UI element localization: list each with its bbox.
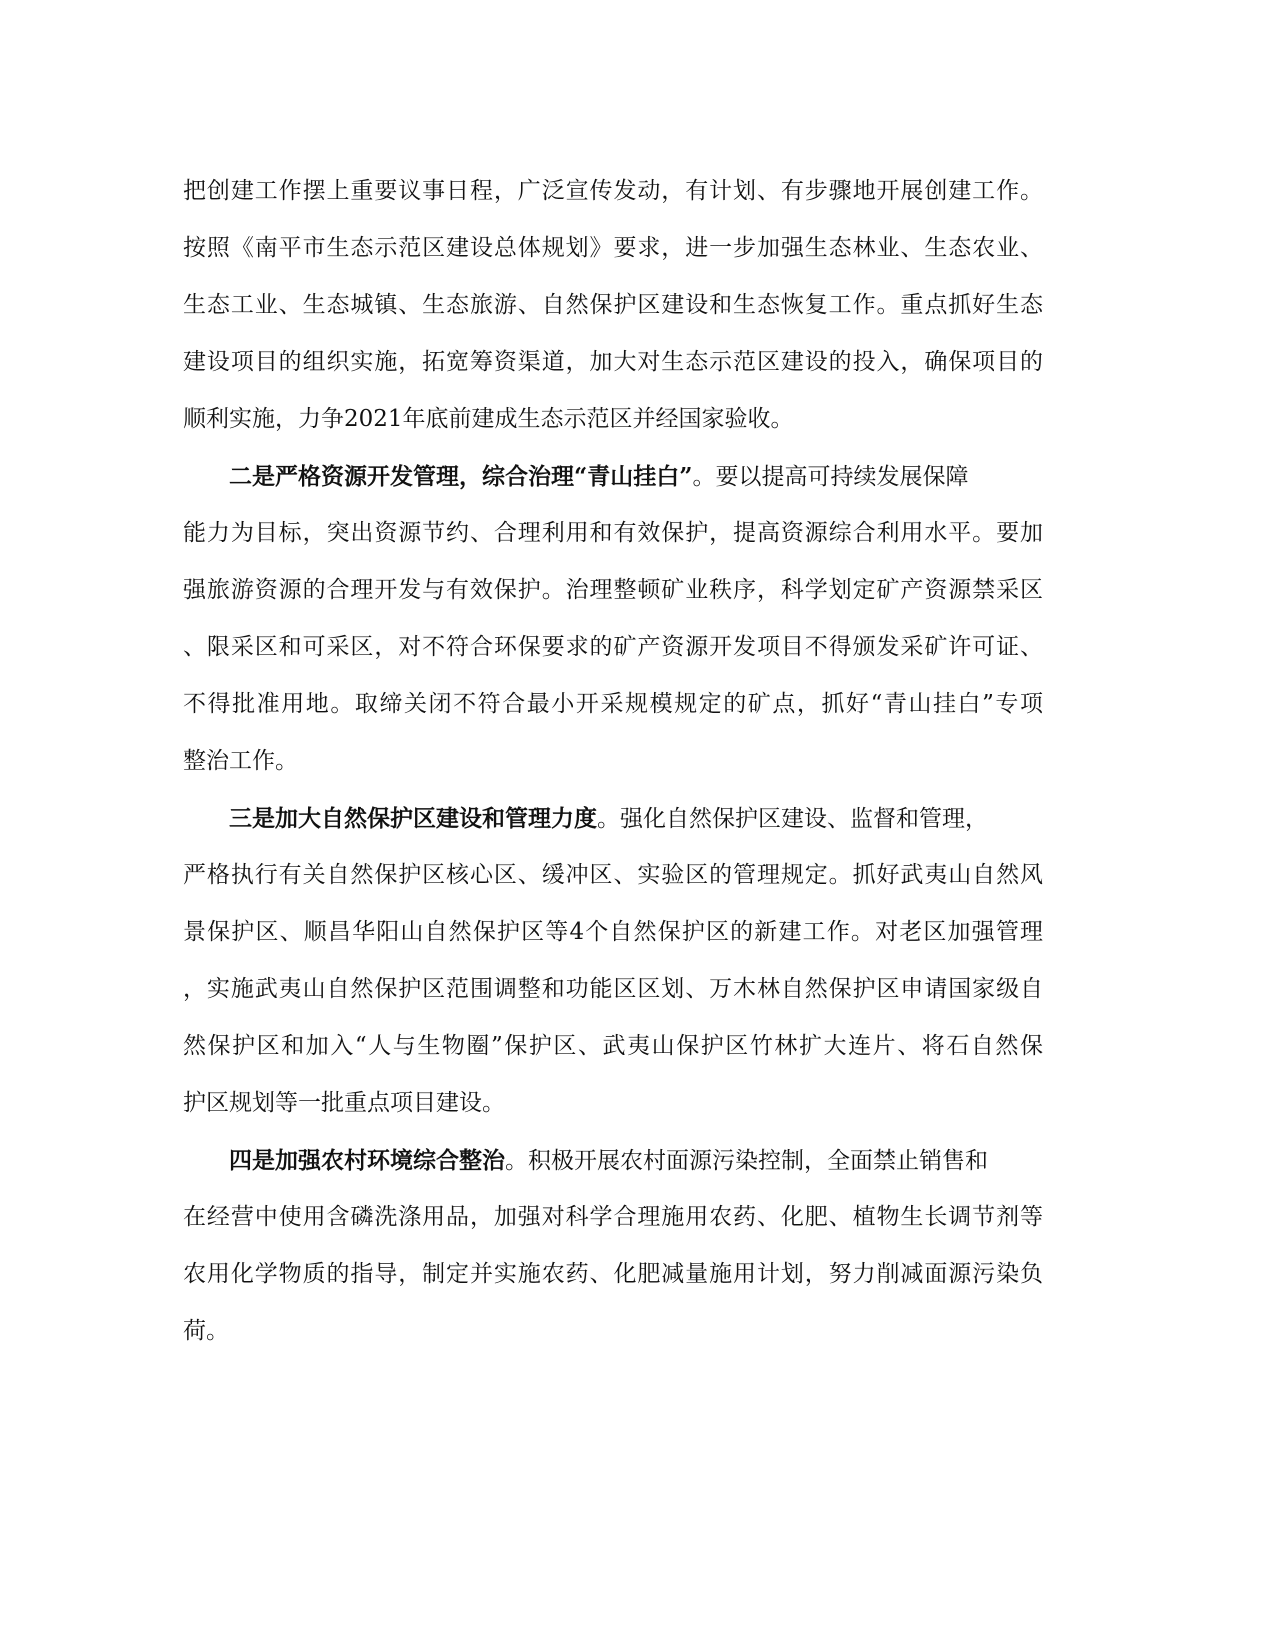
paragraph-line: 农用化学物质的指导，制定并实施农药、化肥减量施用计划，努力削减面源污染负 xyxy=(183,1261,1043,1287)
paragraph-text: 。积极开展农村面源污染控制，全面禁止销售和 xyxy=(505,1148,988,1174)
paragraph-4 xyxy=(183,1132,1043,1360)
paragraph-line: 整治工作。 xyxy=(183,748,298,774)
paragraph-text: 。要以提高可持续发展保障 xyxy=(692,464,969,490)
paragraph-line: 、限采区和可采区，对不符合环保要求的矿产资源开发项目不得颁发采矿许可证、 xyxy=(183,634,1043,660)
paragraph-heading: 四是加强农村环境综合整治 xyxy=(229,1147,505,1174)
paragraph-line: 不得批准用地。取缔关闭不符合最小开采规模规定的矿点，抓好“青山挂白”专项 xyxy=(183,691,1043,717)
paragraph-first-line xyxy=(183,790,1043,847)
paragraph-2 xyxy=(183,448,1043,790)
paragraph-line: 生态工业、生态城镇、生态旅游、自然保护区建设和生态恢复工作。重点抓好生态 xyxy=(183,292,1043,318)
paragraph-line: 然保护区和加入“人与生物圈”保护区、武夷山保护区竹林扩大连片、将石自然保 xyxy=(183,1033,1043,1059)
paragraph-1 xyxy=(183,163,1043,448)
paragraph-line: 景保护区、顺昌华阳山自然保护区等4个自然保护区的新建工作。对老区加强管理 xyxy=(183,919,1043,945)
paragraph-text: 。强化自然保护区建设、监督和管理， xyxy=(597,806,988,832)
paragraph-line: 荷。 xyxy=(183,1318,229,1344)
paragraph-line: 把创建工作摆上重要议事日程，广泛宣传发动，有计划、有步骤地开展创建工作。 xyxy=(183,178,1043,204)
paragraph-heading: 三是加大自然保护区建设和管理力度 xyxy=(229,805,597,832)
paragraph-line: 顺利实施，力争2021年底前建成生态示范区并经国家验收。 xyxy=(183,406,794,432)
paragraph-line: 建设项目的组织实施，拓宽筹资渠道，加大对生态示范区建设的投入，确保项目的 xyxy=(183,349,1043,375)
paragraph-line: ，实施武夷山自然保护区范围调整和功能区区划、万木林自然保护区申请国家级自 xyxy=(183,976,1043,1002)
paragraph-line: 严格执行有关自然保护区核心区、缓冲区、实验区的管理规定。抓好武夷山自然风 xyxy=(183,862,1043,888)
paragraph-3 xyxy=(183,790,1043,1132)
document-body xyxy=(183,163,1043,1360)
paragraph-first-line xyxy=(183,1132,1043,1189)
paragraph-line: 护区规划等一批重点项目建设。 xyxy=(183,1090,505,1116)
paragraph-line: 能力为目标，突出资源节约、合理利用和有效保护，提高资源综合利用水平。要加 xyxy=(183,520,1043,546)
paragraph-line: 按照《南平市生态示范区建设总体规划》要求，进一步加强生态林业、生态农业、 xyxy=(183,235,1043,261)
paragraph-first-line xyxy=(183,448,1043,505)
paragraph-line: 强旅游资源的合理开发与有效保护。治理整顿矿业秩序，科学划定矿产资源禁采区 xyxy=(183,577,1043,603)
paragraph-heading: 二是严格资源开发管理，综合治理“青山挂白” xyxy=(229,463,693,490)
paragraph-line: 在经营中使用含磷洗涤用品，加强对科学合理施用农药、化肥、植物生长调节剂等 xyxy=(183,1204,1043,1230)
